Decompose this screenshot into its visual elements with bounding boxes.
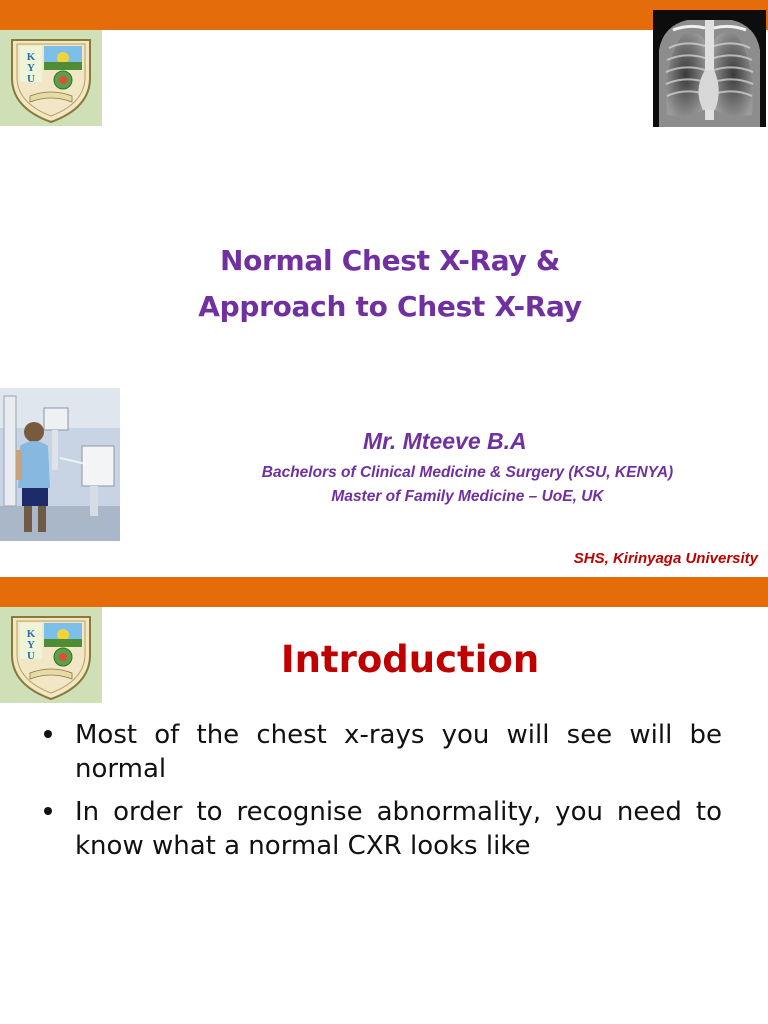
presenter-name: Mr. Mteeve B.A — [363, 428, 527, 454]
bullet-text: Most of the chest x-rays you will see will be normal — [75, 720, 722, 784]
svg-text:K: K — [26, 628, 36, 640]
svg-text:K: K — [26, 51, 36, 63]
bullet-list — [40, 718, 722, 872]
svg-text:U: U — [27, 73, 35, 85]
list-item — [40, 718, 722, 786]
title-line-2: Approach to Chest X-Ray — [198, 290, 582, 323]
accent-bar — [0, 577, 768, 607]
slide-heading: Introduction — [280, 638, 540, 681]
introduction-slide — [0, 577, 768, 1024]
presentation-title — [150, 238, 630, 330]
bullet-text: In order to recognise abnormality, you need to know what a normal CXR looks like — [75, 797, 722, 861]
svg-text:Y: Y — [27, 62, 35, 74]
radiography-room-photo — [0, 388, 120, 541]
svg-text:U: U — [27, 650, 35, 662]
chest-xray-image — [653, 10, 766, 127]
list-item — [40, 795, 722, 863]
university-crest-icon — [0, 30, 102, 126]
bullet-icon — [44, 807, 52, 815]
svg-text:Y: Y — [27, 639, 35, 651]
qualification-1: Bachelors of Clinical Medicine & Surgery (KSU, KENYA) — [261, 464, 674, 481]
university-crest-icon — [0, 607, 102, 703]
title-line-1: Normal Chest X-Ray & — [219, 244, 561, 277]
bullet-icon — [44, 730, 52, 738]
qualification-2: Master of Family Medicine – UoE, UK — [331, 488, 604, 505]
affiliation: SHS, Kirinyaga University — [573, 550, 758, 567]
